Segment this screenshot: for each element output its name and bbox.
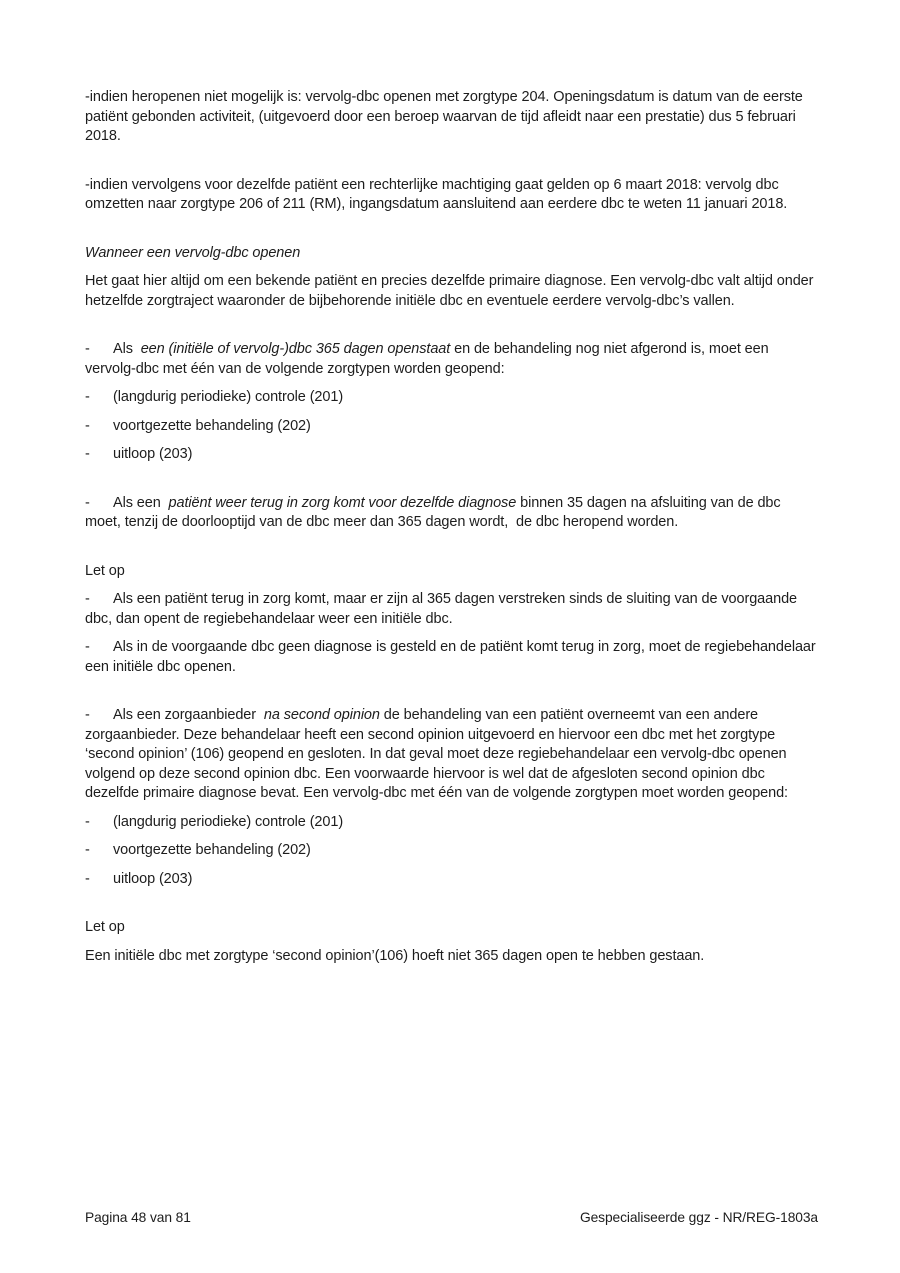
page-number-label: Pagina 48 van 81 <box>85 1210 191 1225</box>
bullet-text-pre: Als een zorgaanbieder <box>113 707 264 723</box>
list-item-text: uitloop (203) <box>113 446 193 462</box>
doc-reference-label: Gespecialiseerde ggz - NR/REG-1803a <box>579 1210 818 1225</box>
bullet-dash: - <box>85 870 90 887</box>
bullet-365-verstreken-initiele-dbc <box>85 590 818 629</box>
bullet-terug-in-zorg-35-dagen <box>85 494 818 533</box>
bullet-dash: - <box>85 591 90 607</box>
bullet-text-post: de behandeling van een patiënt overneemt van een andere zorgaanbieder. Deze behandelaar heeft een second opinion uitgevoerd en hiervoor een dbc met het zorgtype ‘second opinion’ (106) geopend en gesloten. In dat geval moet deze regiebehandelaar een vervolg-dbc openen volgend op deze second opinion dbc. Een voorwaarde hiervoor is wel dat de afgesloten second opinion dbc dezelfde primaire diagnose bevat. Een vervolg-dbc met één van de volgende zorgtypen moet worden geopend: <box>85 707 791 801</box>
bullet-dash: - <box>85 494 90 511</box>
list-item-text: (langdurig periodieke) controle (201) <box>113 389 344 405</box>
list-item-voortgezette-202 <box>85 417 818 437</box>
bullet-dash: - <box>85 842 90 858</box>
para-initiele-dbc-second-opinion: Een initiële dbc met zorgtype ‘second opinion’(106) hoeft niet 365 dagen open te hebben gestaan. <box>85 947 705 964</box>
bullet-geen-diagnose-gesteld <box>85 638 818 677</box>
bullet-dash: - <box>85 639 90 655</box>
para-rechterlijke-machtiging: -indien vervolgens voor dezelfde patiënt een rechterlijke machtiging gaat gelden op 6 maart 2018: vervolg dbc omzetten naar zorgtype 206 of 211 (RM), ingangsdatum aansluitend aan eerdere dbc te weten 11 januari 2018. <box>85 176 788 212</box>
list-item-text: voortgezette behandeling (202) <box>113 417 311 434</box>
bullet-text: Als in de voorgaande dbc geen diagnose is gesteld en de patiënt komt terug in zorg, moet de regiebehandelaar een initiële dbc openen. <box>85 639 820 675</box>
bullet-365-dagen-openstaat <box>85 340 818 379</box>
para-heropenen-zorgtype-204: -indien heropenen niet mogelijk is: vervolg-dbc openen met zorgtype 204. Openingsdatum is datum van de eerste patiënt gebonden activiteit, (uitgevoerd door een beroep waarvan de tijd afleidt naar een prestatie) dus 5 februari 2018. <box>85 89 807 144</box>
page-content <box>85 88 818 975</box>
bullet-second-opinion <box>85 706 818 804</box>
para-bekende-patient-diagnose: Het gaat hier altijd om een bekende patiënt en precies dezelfde primaire diagnose. Een vervolg-dbc valt altijd onder hetzelfde zorgtraject waaronder de bijbehorende initiële dbc en eventuele eerdere vervolg-dbc’s vallen. <box>85 273 818 309</box>
bullet-dash: - <box>85 707 90 723</box>
heading-let-op-2: Let op <box>85 919 125 935</box>
list-item-uitloop-203 <box>85 870 818 890</box>
list-item-voortgezette-202 <box>85 841 818 861</box>
bullet-text-italic: patiënt weer terug in zorg komt voor dezelfde diagnose <box>168 494 517 511</box>
list-item-controle-201 <box>85 813 818 833</box>
page-footer <box>85 1208 818 1227</box>
bullet-dash: - <box>85 389 90 405</box>
bullet-text: Als een patiënt terug in zorg komt, maar er zijn al 365 dagen verstreken sinds de sluiting van de voorgaande dbc, dan opent de regiebehandelaar weer een initiële dbc. <box>85 591 801 627</box>
bullet-dash: - <box>85 341 90 357</box>
bullet-dash: - <box>85 417 90 434</box>
bullet-text-pre: Als <box>113 341 141 357</box>
heading-let-op-1: Let op <box>85 562 125 579</box>
list-item-text: (langdurig periodieke) controle (201) <box>113 813 344 830</box>
list-item-uitloop-203 <box>85 445 818 465</box>
bullet-text-post: binnen 35 dagen na afsluiting van de dbc moet, tenzij de doorlooptijd van de dbc meer dan 365 dagen wordt, de dbc heropend worden. <box>85 494 785 530</box>
list-item-text: voortgezette behandeling (202) <box>113 842 311 858</box>
list-item-controle-201 <box>85 388 818 408</box>
bullet-text-italic: na second opinion <box>263 707 380 723</box>
bullet-dash: - <box>85 813 90 830</box>
list-item-text: uitloop (203) <box>113 870 193 887</box>
bullet-text-italic: een (initiële of vervolg-)dbc 365 dagen openstaat <box>140 341 451 357</box>
bullet-text-post: en de behandeling nog niet afgerond is, moet een vervolg-dbc met één van de volgende zorgtypen worden geopend: <box>85 341 773 377</box>
bullet-text-pre: Als een <box>113 494 169 511</box>
heading-wanneer-vervolg-dbc-openen: Wanneer een vervolg-dbc openen <box>85 244 301 261</box>
bullet-dash: - <box>85 446 90 462</box>
